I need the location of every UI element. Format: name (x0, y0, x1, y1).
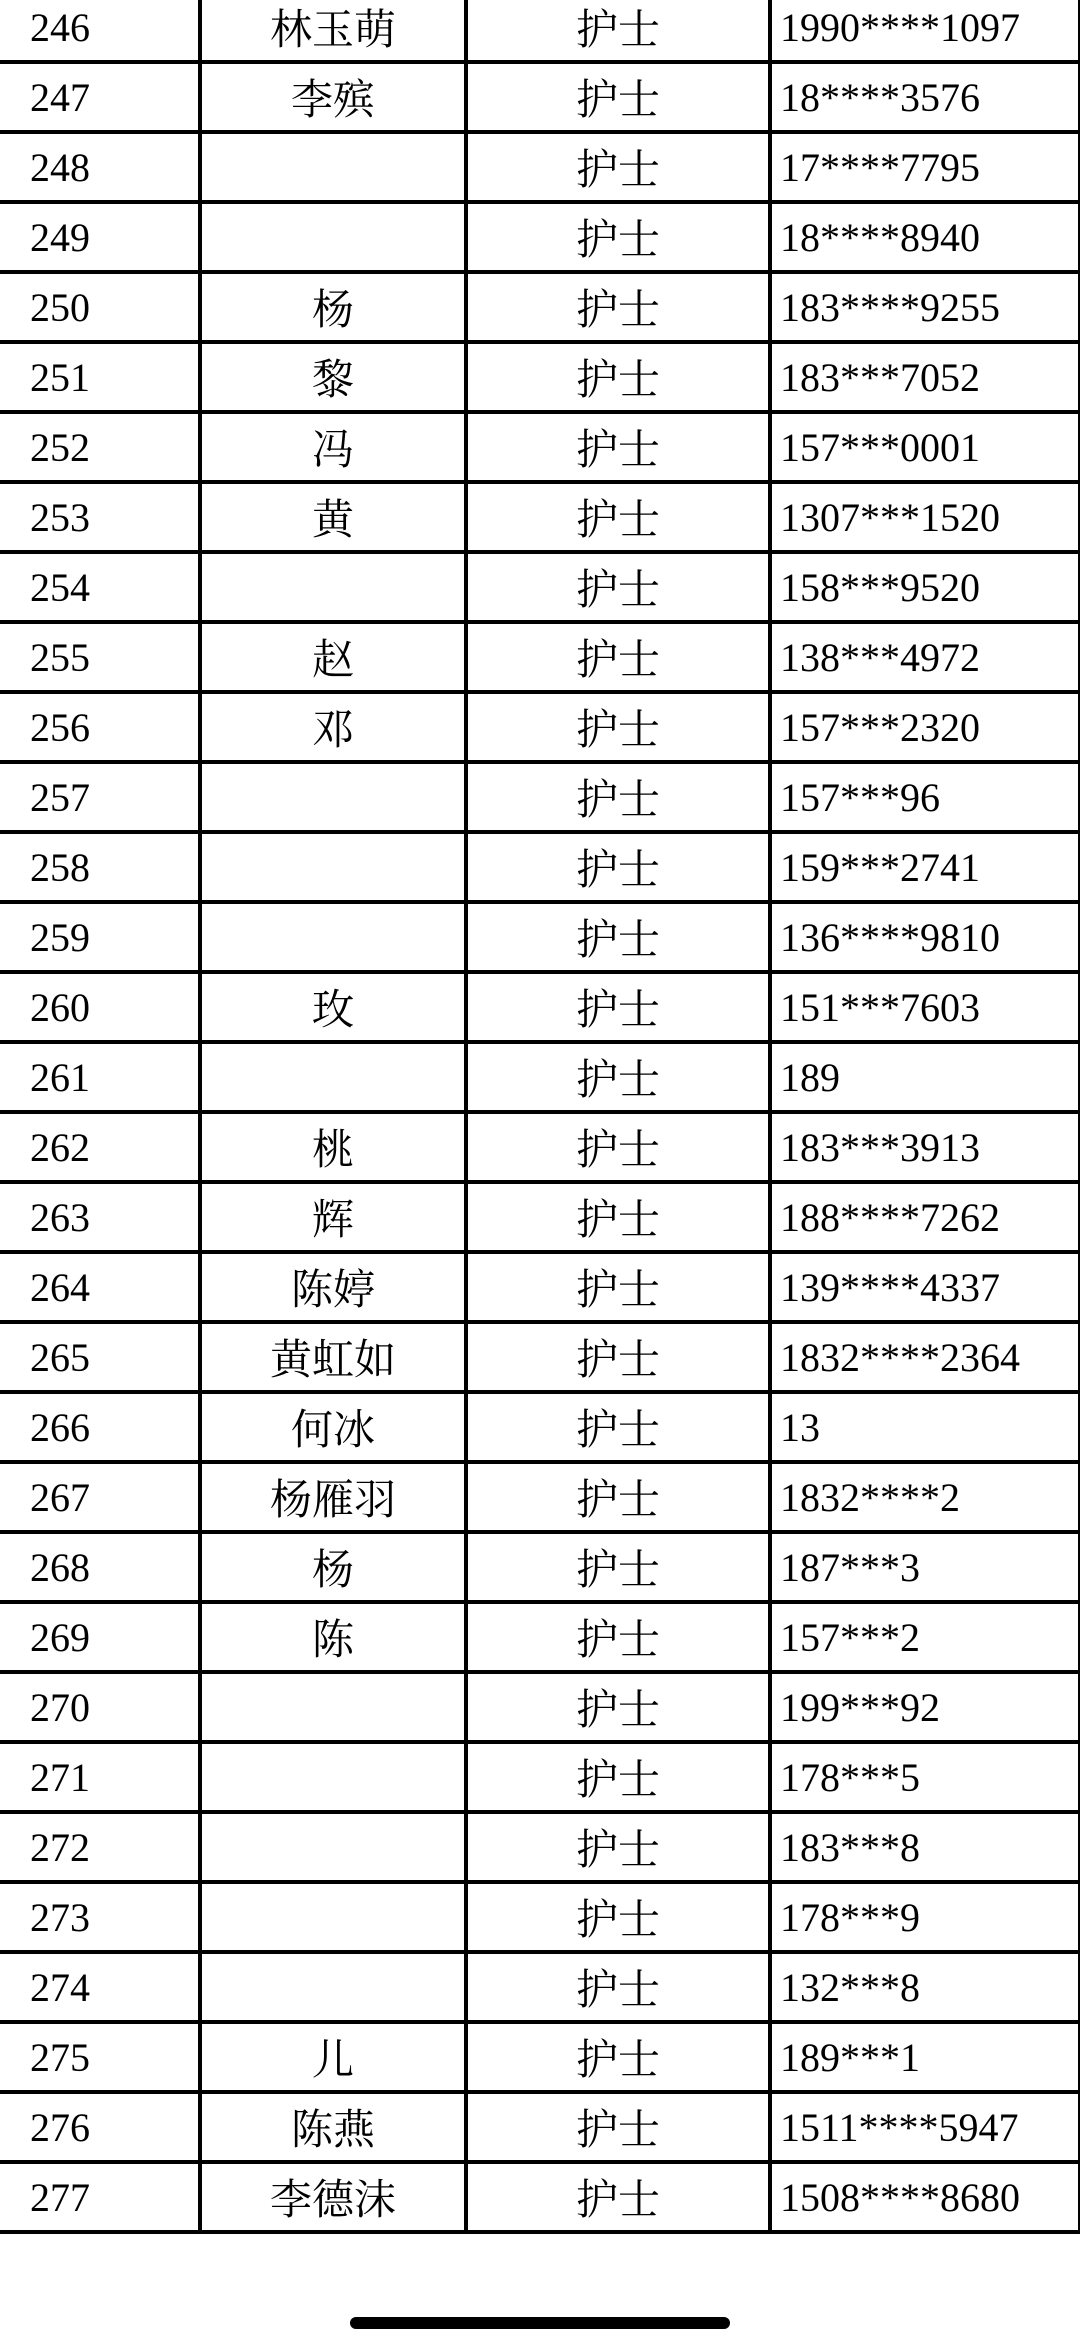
row-number-cell: 275 (0, 2022, 200, 2092)
phone-cell: 13 (770, 1392, 1080, 1462)
phone-cell: 183***7052 (770, 342, 1080, 412)
phone-cell: 1832****2364 (770, 1322, 1080, 1392)
table-row (0, 1112, 1080, 1182)
role-cell: 护士 (466, 1392, 770, 1462)
row-number-cell: 249 (0, 202, 200, 272)
phone-cell: 1307***1520 (770, 482, 1080, 552)
name-cell: 黄虹如 (200, 1322, 466, 1392)
row-number-cell: 266 (0, 1392, 200, 1462)
table-row (0, 1952, 1080, 2022)
table-row (0, 272, 1080, 342)
table-row (0, 202, 1080, 272)
role-cell: 护士 (466, 1042, 770, 1112)
phone-cell: 1508****8680 (770, 2162, 1080, 2232)
phone-cell: 132***8 (770, 1952, 1080, 2022)
row-number-cell: 265 (0, 1322, 200, 1392)
role-cell: 护士 (466, 342, 770, 412)
role-cell: 护士 (466, 1252, 770, 1322)
name-cell (200, 1882, 466, 1952)
row-number-cell: 253 (0, 482, 200, 552)
table-row (0, 342, 1080, 412)
row-number-cell: 251 (0, 342, 200, 412)
table-row (0, 622, 1080, 692)
role-cell: 护士 (466, 62, 770, 132)
table-row (0, 1742, 1080, 1812)
row-number-cell: 264 (0, 1252, 200, 1322)
table-row (0, 132, 1080, 202)
table-row (0, 482, 1080, 552)
row-number-cell: 263 (0, 1182, 200, 1252)
role-cell: 护士 (466, 762, 770, 832)
phone-cell: 189***1 (770, 2022, 1080, 2092)
row-number-cell: 270 (0, 1672, 200, 1742)
role-cell: 护士 (466, 1112, 770, 1182)
phone-cell: 183****9255 (770, 272, 1080, 342)
phone-cell: 157***2 (770, 1602, 1080, 1672)
role-cell: 护士 (466, 2022, 770, 2092)
row-number-cell: 271 (0, 1742, 200, 1812)
phone-cell: 136****9810 (770, 902, 1080, 972)
phone-cell: 183***8 (770, 1812, 1080, 1882)
name-cell (200, 1812, 466, 1882)
role-cell: 护士 (466, 1462, 770, 1532)
role-cell: 护士 (466, 972, 770, 1042)
role-cell: 护士 (466, 1742, 770, 1812)
row-number-cell: 256 (0, 692, 200, 762)
name-cell: 辉 (200, 1182, 466, 1252)
name-cell (200, 1742, 466, 1812)
name-cell: 李殡 (200, 62, 466, 132)
phone-cell: 189 (770, 1042, 1080, 1112)
table-row (0, 2162, 1080, 2232)
name-cell (200, 1042, 466, 1112)
phone-cell: 151***7603 (770, 972, 1080, 1042)
name-cell (200, 902, 466, 972)
role-cell: 护士 (466, 622, 770, 692)
name-cell: 林玉萌 (200, 0, 466, 62)
name-cell: 儿 (200, 2022, 466, 2092)
name-cell (200, 202, 466, 272)
table-row (0, 832, 1080, 902)
name-cell: 李德沫 (200, 2162, 466, 2232)
role-cell: 护士 (466, 1812, 770, 1882)
phone-cell: 18****8940 (770, 202, 1080, 272)
row-number-cell: 261 (0, 1042, 200, 1112)
table-row (0, 1882, 1080, 1952)
name-cell: 何冰 (200, 1392, 466, 1462)
table-row (0, 1812, 1080, 1882)
name-cell: 杨雁羽 (200, 1462, 466, 1532)
name-cell: 黄 (200, 482, 466, 552)
table-row (0, 762, 1080, 832)
phone-cell: 18****3576 (770, 62, 1080, 132)
phone-cell: 199***92 (770, 1672, 1080, 1742)
table-row (0, 1042, 1080, 1112)
role-cell: 护士 (466, 1322, 770, 1392)
name-cell: 玫 (200, 972, 466, 1042)
row-number-cell: 258 (0, 832, 200, 902)
row-number-cell: 267 (0, 1462, 200, 1532)
phone-cell: 1990****1097 (770, 0, 1080, 62)
phone-cell: 157***96 (770, 762, 1080, 832)
table-row (0, 1532, 1080, 1602)
table-row (0, 1462, 1080, 1532)
phone-cell: 139****4337 (770, 1252, 1080, 1322)
role-cell: 护士 (466, 1532, 770, 1602)
phone-cell: 178***5 (770, 1742, 1080, 1812)
role-cell: 护士 (466, 2162, 770, 2232)
name-cell: 赵 (200, 622, 466, 692)
table-row (0, 972, 1080, 1042)
row-number-cell: 254 (0, 552, 200, 622)
phone-cell: 178***9 (770, 1882, 1080, 1952)
phone-cell: 1832****2 (770, 1462, 1080, 1532)
row-number-cell: 277 (0, 2162, 200, 2232)
home-indicator[interactable] (350, 2317, 730, 2329)
name-cell: 邓 (200, 692, 466, 762)
name-cell: 黎 (200, 342, 466, 412)
table-row (0, 1672, 1080, 1742)
phone-cell: 138***4972 (770, 622, 1080, 692)
row-number-cell: 272 (0, 1812, 200, 1882)
row-number-cell: 259 (0, 902, 200, 972)
table-row (0, 2022, 1080, 2092)
role-cell: 护士 (466, 202, 770, 272)
table-row (0, 552, 1080, 622)
row-number-cell: 248 (0, 132, 200, 202)
phone-cell: 188****7262 (770, 1182, 1080, 1252)
table-row (0, 1252, 1080, 1322)
name-cell: 杨 (200, 272, 466, 342)
table-row (0, 1392, 1080, 1462)
table-row (0, 412, 1080, 482)
table-row (0, 1322, 1080, 1392)
row-number-cell: 246 (0, 0, 200, 62)
phone-cell: 157***0001 (770, 412, 1080, 482)
role-cell: 护士 (466, 832, 770, 902)
role-cell: 护士 (466, 1672, 770, 1742)
name-cell (200, 132, 466, 202)
phone-cell: 17****7795 (770, 132, 1080, 202)
name-cell: 桃 (200, 1112, 466, 1182)
row-number-cell: 247 (0, 62, 200, 132)
role-cell: 护士 (466, 412, 770, 482)
table-row (0, 1182, 1080, 1252)
role-cell: 护士 (466, 1182, 770, 1252)
name-cell (200, 762, 466, 832)
table-row (0, 62, 1080, 132)
role-cell: 护士 (466, 902, 770, 972)
role-cell: 护士 (466, 2092, 770, 2162)
phone-cell: 187***3 (770, 1532, 1080, 1602)
row-number-cell: 257 (0, 762, 200, 832)
name-cell: 冯 (200, 412, 466, 482)
row-number-cell: 268 (0, 1532, 200, 1602)
row-number-cell: 274 (0, 1952, 200, 2022)
role-cell: 护士 (466, 272, 770, 342)
role-cell: 护士 (466, 0, 770, 62)
row-number-cell: 269 (0, 1602, 200, 1672)
name-cell: 陈 (200, 1602, 466, 1672)
name-cell: 陈燕 (200, 2092, 466, 2162)
role-cell: 护士 (466, 1952, 770, 2022)
name-cell (200, 832, 466, 902)
table-row (0, 2092, 1080, 2162)
row-number-cell: 250 (0, 272, 200, 342)
phone-cell: 159***2741 (770, 832, 1080, 902)
role-cell: 护士 (466, 692, 770, 762)
phone-cell: 157***2320 (770, 692, 1080, 762)
name-cell: 陈婷 (200, 1252, 466, 1322)
row-number-cell: 260 (0, 972, 200, 1042)
row-number-cell: 276 (0, 2092, 200, 2162)
role-cell: 护士 (466, 1602, 770, 1672)
table-row (0, 692, 1080, 762)
table-row (0, 1602, 1080, 1672)
row-number-cell: 252 (0, 412, 200, 482)
role-cell: 护士 (466, 552, 770, 622)
table-row (0, 902, 1080, 972)
row-number-cell: 273 (0, 1882, 200, 1952)
row-number-cell: 262 (0, 1112, 200, 1182)
table-row (0, 0, 1080, 62)
phone-cell: 183***3913 (770, 1112, 1080, 1182)
role-cell: 护士 (466, 482, 770, 552)
name-cell (200, 552, 466, 622)
name-cell (200, 1672, 466, 1742)
name-cell: 杨 (200, 1532, 466, 1602)
name-cell (200, 1952, 466, 2022)
role-cell: 护士 (466, 132, 770, 202)
row-number-cell: 255 (0, 622, 200, 692)
phone-cell: 1511****5947 (770, 2092, 1080, 2162)
role-cell: 护士 (466, 1882, 770, 1952)
phone-cell: 158***9520 (770, 552, 1080, 622)
